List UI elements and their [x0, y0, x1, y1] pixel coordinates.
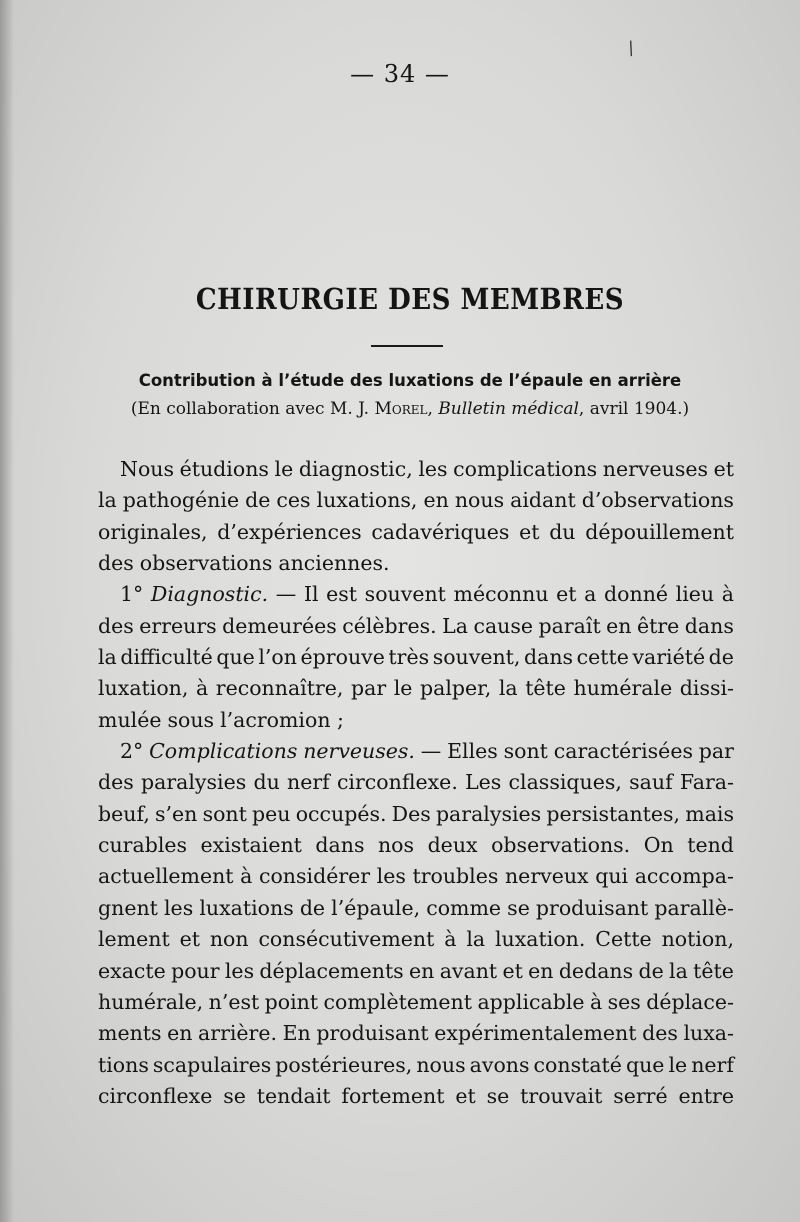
word: classiques, [508, 770, 622, 795]
word: se [507, 895, 530, 920]
text-line [98, 642, 734, 673]
word: tête [693, 958, 734, 983]
word: de [638, 958, 664, 983]
word: postérieures, [275, 1052, 413, 1077]
word: en [606, 613, 632, 638]
word: souvent, [432, 645, 521, 670]
text-line [98, 548, 734, 579]
word: Nous [120, 457, 175, 481]
word: lieu [675, 582, 715, 607]
text-line [98, 611, 734, 642]
word: cette [576, 645, 629, 670]
word: nerveuses. [303, 739, 415, 764]
text-line [98, 517, 734, 548]
word: observations. [491, 833, 631, 858]
word: souvent [364, 582, 446, 607]
word: beuf, [98, 801, 150, 826]
article-title: Contribution à l’étude des luxations de l’épaule en arrière [138, 371, 682, 390]
word: le [274, 457, 294, 481]
word: aidant [510, 488, 576, 513]
word: l’on [258, 645, 297, 670]
citation-journal: Bulletin médical [438, 399, 579, 419]
word: persistantes, [546, 801, 681, 826]
word: fortement [341, 1083, 445, 1108]
word: scapulaires [152, 1052, 272, 1077]
word: la [669, 958, 688, 983]
word: l’épaule, [331, 895, 421, 920]
word: entre [678, 1083, 734, 1108]
word: nos [377, 833, 415, 858]
word: Les [465, 770, 502, 795]
word: cadavériques [371, 519, 510, 544]
word: la [98, 488, 117, 513]
word: dans [315, 833, 365, 858]
word: le [393, 676, 413, 701]
word: variété [632, 645, 706, 670]
word: dedans [558, 958, 634, 983]
word: de [708, 645, 734, 670]
word: sont [503, 739, 548, 764]
text-line [98, 1050, 734, 1081]
word: — [420, 739, 442, 764]
word: palper, [420, 676, 492, 701]
word: produisant [535, 895, 649, 920]
word: en [409, 958, 435, 983]
text-line [98, 454, 734, 485]
text-line [98, 579, 734, 610]
word: nous [416, 1052, 466, 1077]
word: la [466, 927, 486, 952]
citation-author: Morel [374, 399, 428, 419]
word: déplace- [646, 989, 734, 1014]
word: par [698, 739, 734, 764]
word: n’est [208, 989, 260, 1014]
word: En [282, 1021, 311, 1046]
word: comme [426, 895, 502, 920]
text-line [98, 861, 734, 892]
word: se [486, 1083, 510, 1108]
word: luxation, [98, 676, 189, 701]
word: non [209, 927, 249, 952]
word: déplacements [259, 958, 404, 983]
word: peu [252, 801, 291, 826]
word: donné [604, 582, 669, 607]
word: parallè- [654, 895, 734, 920]
word: avons [469, 1052, 530, 1077]
word: consécutivement [258, 927, 435, 952]
word: ses [607, 989, 641, 1014]
word: ments [98, 1021, 162, 1046]
word: dépouillement [585, 519, 734, 544]
title-divider [371, 345, 443, 347]
word: par [351, 676, 387, 701]
text-line [98, 1081, 734, 1112]
word: nerf [287, 770, 330, 795]
page-number: — 34 — [350, 60, 450, 88]
article-body [98, 454, 734, 1112]
word: gnent [98, 895, 158, 920]
word: et [713, 457, 734, 481]
word: les [418, 457, 448, 481]
word: — [275, 582, 297, 607]
word: caractérisées [553, 739, 693, 764]
word: les [224, 958, 255, 983]
word: avant [439, 958, 498, 983]
word: applicable [477, 989, 585, 1014]
word: en [528, 958, 554, 983]
text-line [98, 485, 734, 516]
pencil-mark: ∕ [624, 37, 638, 60]
word: nerveuses [602, 457, 709, 481]
word: dissi- [679, 676, 734, 701]
word: qui [595, 864, 629, 889]
word: humérale, [98, 989, 204, 1014]
word: troubles [412, 864, 499, 889]
word: nerveux [504, 864, 589, 889]
word: être [637, 613, 680, 638]
word: les [164, 895, 194, 920]
text-line [98, 830, 734, 861]
word: et [179, 927, 200, 952]
word: Des [391, 801, 431, 826]
text-line [98, 705, 734, 736]
word: que [216, 645, 255, 670]
word: à [444, 927, 457, 952]
word: paraît [538, 613, 601, 638]
word: la [498, 676, 518, 701]
word: accompa- [634, 864, 734, 889]
word: tend [687, 833, 734, 858]
word: et [502, 958, 523, 983]
word: est [326, 582, 358, 607]
word: produisant [316, 1021, 429, 1046]
word: arrière. [198, 1021, 278, 1046]
word: Cette [595, 927, 652, 952]
word: pathogénie [122, 488, 240, 513]
word: originales, [98, 519, 208, 544]
word: et [556, 582, 577, 607]
word: la [98, 645, 117, 670]
text-line [98, 987, 734, 1018]
word: des [98, 551, 134, 576]
text-line [98, 767, 734, 798]
word: ces [276, 488, 311, 513]
word: tions [98, 1052, 149, 1077]
word: notion, [661, 927, 734, 952]
word: que [625, 1052, 665, 1077]
word: pour [171, 958, 220, 983]
word: mulée [98, 707, 162, 732]
word: 2° [120, 739, 144, 764]
text-line [98, 799, 734, 830]
word: de [299, 895, 326, 920]
word: du [549, 519, 576, 544]
word: trouvait [520, 1083, 603, 1108]
word: méconnu [453, 582, 549, 607]
word: erreurs [139, 613, 217, 638]
word: se [223, 1083, 246, 1108]
word: Il [303, 582, 319, 607]
word: luxation. [494, 927, 586, 952]
word: à [240, 864, 253, 889]
word: dans [524, 645, 574, 670]
word: occupés. [295, 801, 387, 826]
word: On [643, 833, 674, 858]
text-line [98, 736, 734, 767]
word: complications [453, 457, 598, 481]
citation-prefix: (En collaboration avec M. J. [130, 399, 375, 419]
word: circonflexe. [336, 770, 458, 795]
citation-date: , avril 1904.) [578, 399, 690, 419]
word: étudions [179, 457, 269, 481]
word: deux [427, 833, 478, 858]
word: tendait [256, 1083, 331, 1108]
word: et [519, 519, 540, 544]
word: curables [98, 833, 188, 858]
word: observations [139, 551, 273, 576]
word: des [98, 770, 134, 795]
word: existaient [200, 833, 302, 858]
word: nerf [691, 1052, 734, 1077]
word: luxations [199, 895, 294, 920]
text-line [98, 924, 734, 955]
word: à [589, 989, 603, 1014]
text-line [98, 956, 734, 987]
word: célèbres. [342, 613, 437, 638]
text-line [98, 893, 734, 924]
word: le [668, 1052, 688, 1077]
word: du [253, 770, 280, 795]
word: anciennes. [278, 551, 390, 576]
word: 1° [120, 582, 144, 607]
word: des [642, 1021, 678, 1046]
word: demeurées [222, 613, 337, 638]
word: l’acromion ; [220, 707, 344, 732]
word: Elles [447, 739, 498, 764]
word: Fara- [679, 770, 734, 795]
word: paralysies [141, 770, 247, 795]
word: humérale [573, 676, 673, 701]
word: nous [454, 488, 505, 513]
word: La [442, 613, 468, 638]
word: sauf [629, 770, 673, 795]
word: lement [98, 927, 170, 952]
word: sont [202, 801, 247, 826]
word: constaté [533, 1052, 622, 1077]
word: très [388, 645, 430, 670]
word: les [376, 864, 406, 889]
word: en [167, 1021, 193, 1046]
word: reconnaître, [215, 676, 344, 701]
word: a [584, 582, 597, 607]
word: d’expériences [217, 519, 362, 544]
word: de [245, 488, 271, 513]
section-title: CHIRURGIE DES MEMBRES [195, 282, 625, 316]
word: exacte [98, 958, 166, 983]
article-citation [0, 399, 800, 419]
word: point [264, 989, 319, 1014]
word: Complications [149, 739, 298, 764]
word: et [455, 1083, 476, 1108]
word: Diagnostic. [150, 582, 269, 607]
word: actuellement [98, 864, 234, 889]
word: tête [525, 676, 566, 701]
word: difficulté [120, 645, 213, 670]
word: diagnostic, [298, 457, 413, 481]
word: circonflexe [98, 1083, 213, 1108]
word: en [423, 488, 449, 513]
word: des [98, 613, 134, 638]
word: à [195, 676, 209, 701]
page-edge-shadow [0, 0, 14, 1222]
text-line [98, 673, 734, 704]
word: luxa- [683, 1021, 734, 1046]
citation-separator: , [427, 399, 439, 419]
text-line [98, 1018, 734, 1049]
word: d’observations [581, 488, 734, 513]
word: dans [684, 613, 734, 638]
word: complètement [323, 989, 473, 1014]
word: sous [167, 707, 215, 732]
word: à [721, 582, 734, 607]
word: mais [685, 801, 734, 826]
word: s’en [155, 801, 198, 826]
word: considérer [258, 864, 371, 889]
word: serré [613, 1083, 668, 1108]
word: luxations, [316, 488, 418, 513]
word: éprouve [300, 645, 385, 670]
word: paralysies [435, 801, 542, 826]
word: expérimentalement [434, 1021, 637, 1046]
word: cause [473, 613, 534, 638]
